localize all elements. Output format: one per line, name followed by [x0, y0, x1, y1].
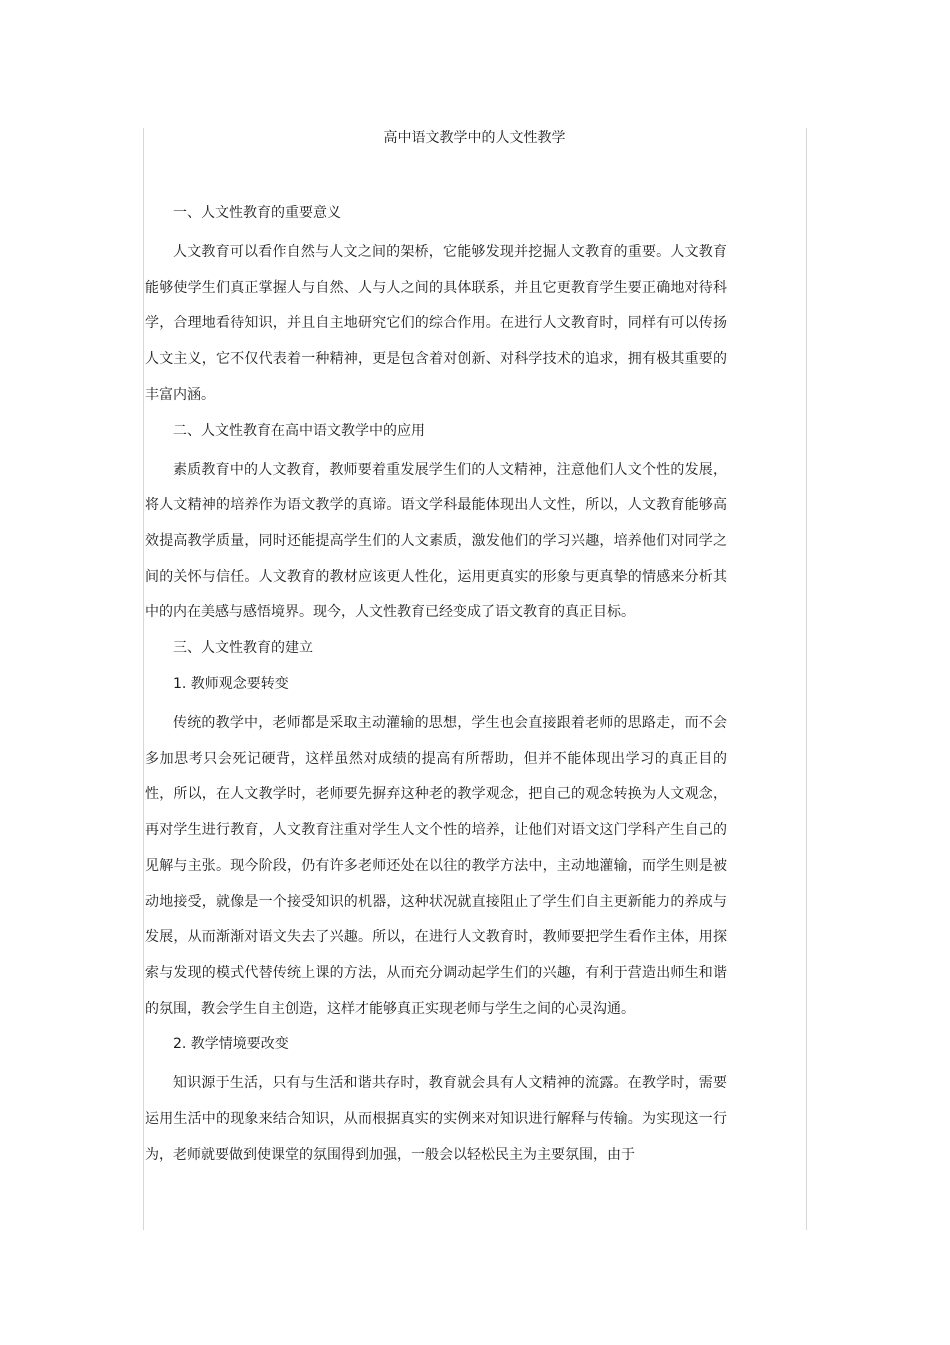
subsection-heading-teaching-context: 2. 教学情境要改变 — [173, 1036, 289, 1053]
document-title: 高中语文教学中的人文性教学 — [383, 130, 566, 146]
section-paragraph: 人文教育可以看作自然与人文之间的架桥，它能够发现并挖掘人文教育的重要。人文教育能够使学生们真正掌握人与自然、人与人之间的具体联系，并且它更教育学生要正确地对待科学，合理地看待知识，并且自主地研究它们的综合作用。在进行人文教育时，同样有可以传扬人文主义，它不仅代表着一种精神，更是包含着对创新、对科学技术的追求，拥有极其重要的丰富内涵。 — [145, 244, 727, 403]
section-heading-application: 二、人文性教育在高中语文教学中的应用 — [173, 422, 425, 439]
section-heading-significance: 一、人文性教育的重要意义 — [173, 205, 341, 221]
right-margin-rule — [806, 128, 807, 1230]
left-margin-rule — [143, 128, 144, 1230]
section-paragraph: 传统的教学中，老师都是采取主动灌输的思想，学生也会直接跟着老师的思路走，而不会多加思考只会死记硬背，这样虽然对成绩的提高有所帮助，但并不能体现出学习的真正目的性，所以，在人文教学时，老师要先摒弃这种老的教学观念，把自己的观念转换为人文观念，再对学生进行教育，人文教育注重对学生人文个性的培养，让他们对语文这门学科产生自己的见解与主张。现今阶段，仍有许多老师还处在以往的教学方法中，主动地灌输，而学生则是被动地接受，就像是一个接受知识的机器，这种状况就直接阻止了学生们自主更新能力的养成与发展，从而渐渐对语文失去了兴趣。所以，在进行人文教育时，教师要把学生看作主体，用探索与发现的模式代替传统上课的方法，从而充分调动起学生们的兴趣，有利于营造出师生和谐的氛围，教会学生自主创造，这样才能够真正实现老师与学生之间的心灵沟通。 — [145, 715, 727, 1017]
section-paragraph: 素质教育中的人文教育，教师要着重发展学生们的人文精神，注意他们人文个性的发展，将人文精神的培养作为语文教学的真谛。语文学科最能体现出人文性，所以，人文教育能够高效提高教学质量，同时还能提高学生们的人文素质，激发他们的学习兴趣，培养他们对同学之间的关怀与信任。人文教育的教材应该更人性化，运用更真实的形象与更真挚的情感来分析其中的内在美感与感悟境界。现今，人文性教育已经变成了语文教育的真正目标。 — [145, 461, 727, 621]
subsection-heading-teacher-concept: 1. 教师观念要转变 — [173, 676, 289, 693]
document-body — [145, 199, 727, 1173]
section-heading-establishment: 三、人文性教育的建立 — [173, 640, 313, 657]
section-paragraph: 知识源于生活，只有与生活和谐共存时，教育就会具有人文精神的流露。在教学时，需要运用生活中的现象来结合知识，从而根据真实的实例来对知识进行解释与传输。为实现这一行为，老师就要做到使课堂的氛围得到加强，一般会以轻松民主为主要氛围，由于 — [145, 1075, 727, 1163]
